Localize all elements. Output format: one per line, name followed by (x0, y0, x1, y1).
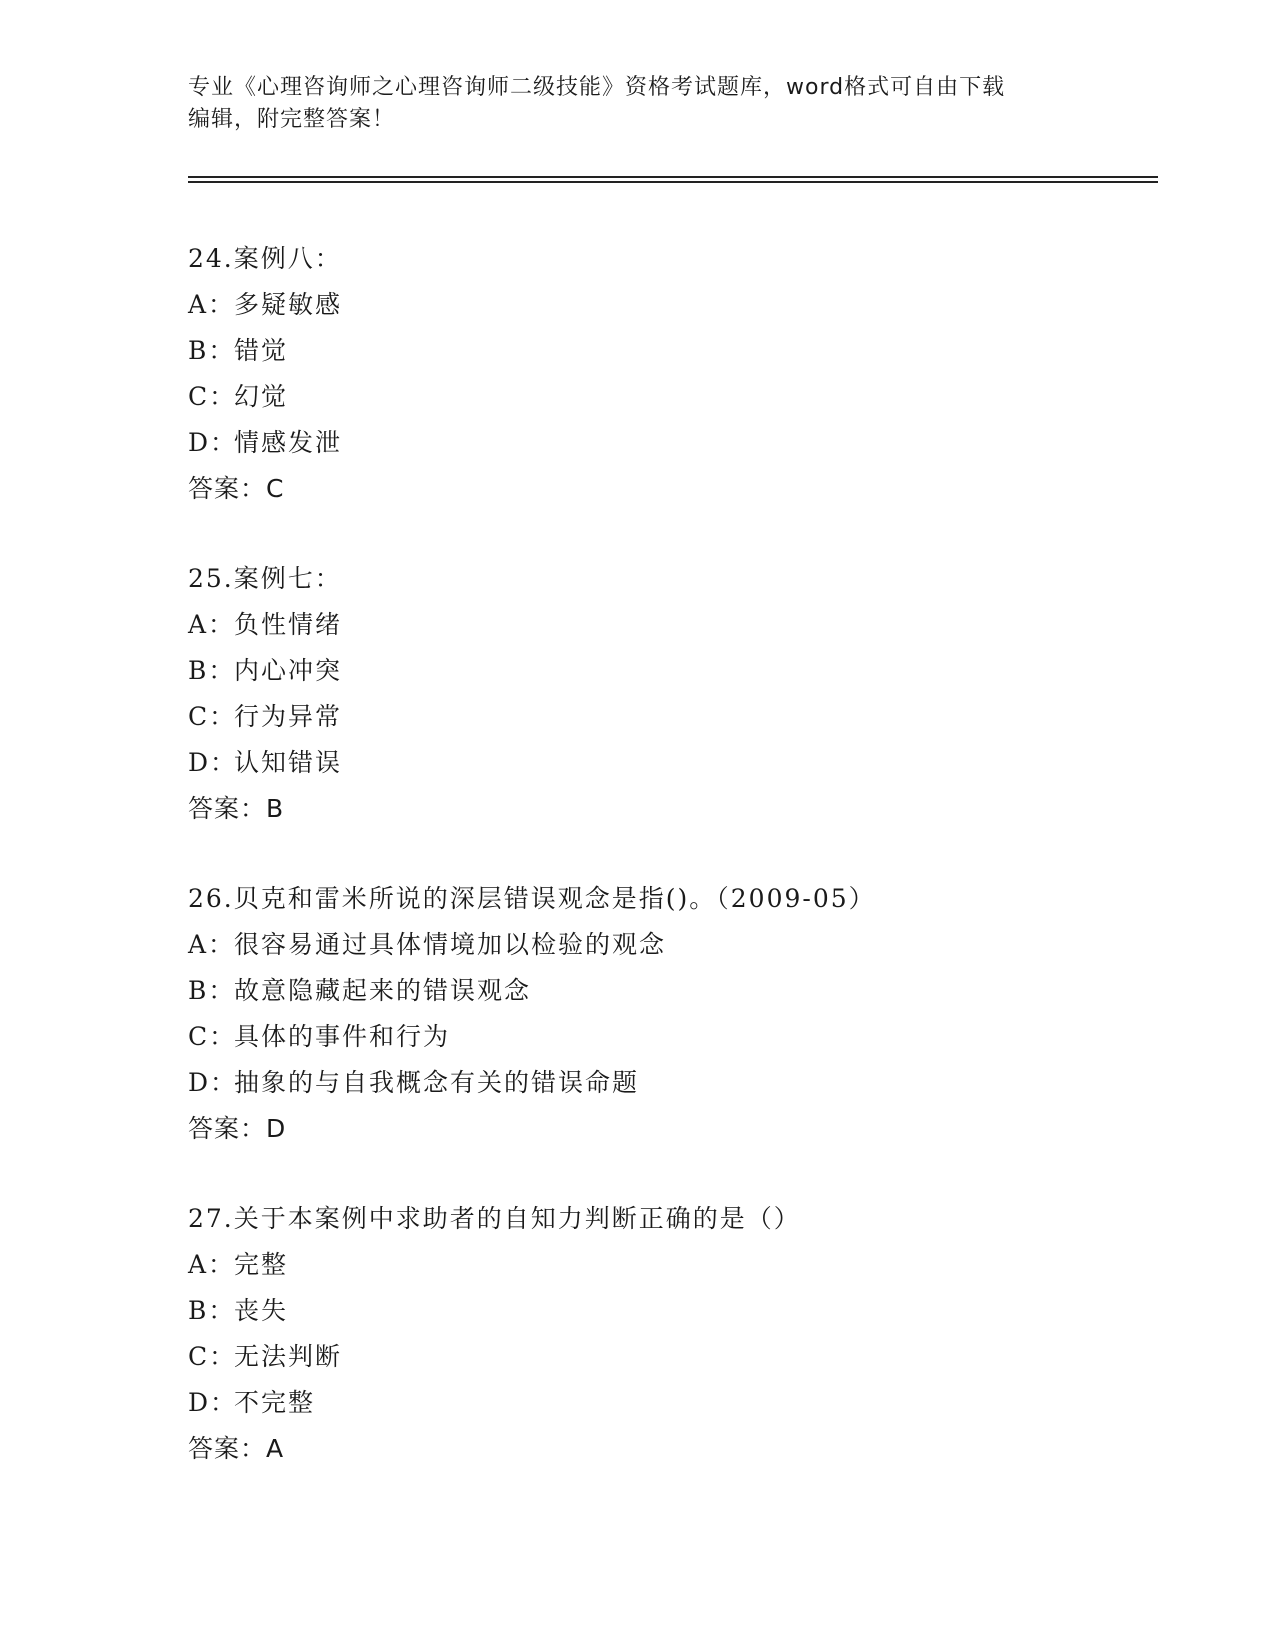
answer-line: 答案：B (188, 794, 285, 823)
option-letter: A： (188, 1250, 236, 1279)
option-text: 认知错误 (234, 748, 343, 777)
option-text: 不完整 (234, 1388, 316, 1417)
option-text: 行为异常 (234, 702, 343, 731)
question-24 (188, 236, 1148, 512)
option-letter: C： (188, 1342, 237, 1371)
option-b (188, 328, 1148, 374)
question-stem: 24.案例八： (188, 244, 342, 273)
option-c (188, 694, 1148, 740)
option-letter: D： (188, 1388, 238, 1417)
header-line-1: 专业《心理咨询师之心理咨询师二级技能》资格考试题库，word格式可自由下载 (188, 75, 1006, 100)
option-letter: C： (188, 1022, 237, 1051)
option-text: 负性情绪 (234, 610, 343, 639)
question-25 (188, 556, 1148, 832)
answer-line: 答案：D (188, 1114, 287, 1143)
option-a (188, 282, 1148, 328)
option-letter: D： (188, 428, 238, 457)
option-text: 无法判断 (234, 1342, 343, 1371)
option-text: 多疑敏感 (234, 290, 343, 319)
option-letter: C： (188, 702, 237, 731)
answer-line: 答案：C (188, 474, 285, 503)
option-c (188, 1334, 1148, 1380)
header-divider-bottom (188, 181, 1158, 183)
option-a (188, 1242, 1148, 1288)
option-d (188, 420, 1148, 466)
option-text: 很容易通过具体情境加以检验的观念 (234, 930, 667, 959)
option-letter: B： (188, 976, 236, 1005)
question-27 (188, 1196, 1148, 1472)
option-text: 情感发泄 (234, 428, 343, 457)
question-stem: 26.贝克和雷米所说的深层错误观念是指()。（2009-05） (188, 884, 876, 913)
option-b (188, 648, 1148, 694)
option-text: 故意隐藏起来的错误观念 (234, 976, 532, 1005)
question-26 (188, 876, 1148, 1152)
option-d (188, 1060, 1148, 1106)
option-c (188, 374, 1148, 420)
option-text: 丧失 (234, 1296, 289, 1325)
option-text: 内心冲突 (234, 656, 343, 685)
option-letter: C： (188, 382, 237, 411)
option-letter: D： (188, 748, 238, 777)
option-text: 完整 (234, 1250, 289, 1279)
option-a (188, 922, 1148, 968)
option-d (188, 1380, 1148, 1426)
question-list (188, 236, 1148, 1516)
header-divider-top (188, 176, 1158, 178)
option-c (188, 1014, 1148, 1060)
header-line-2: 编辑，附完整答案！ (188, 107, 396, 132)
option-letter: A： (188, 610, 236, 639)
option-letter: D： (188, 1068, 238, 1097)
option-b (188, 1288, 1148, 1334)
option-text: 具体的事件和行为 (234, 1022, 451, 1051)
option-letter: B： (188, 656, 236, 685)
option-letter: A： (188, 290, 236, 319)
option-a (188, 602, 1148, 648)
option-text: 错觉 (234, 336, 289, 365)
option-letter: A： (188, 930, 236, 959)
document-header (188, 72, 1088, 136)
option-d (188, 740, 1148, 786)
question-stem: 27.关于本案例中求助者的自知力判断正确的是（） (188, 1204, 801, 1233)
answer-line: 答案：A (188, 1434, 285, 1463)
option-letter: B： (188, 1296, 236, 1325)
question-stem: 25.案例七： (188, 564, 342, 593)
option-text: 抽象的与自我概念有关的错误命题 (234, 1068, 640, 1097)
option-letter: B： (188, 336, 236, 365)
option-b (188, 968, 1148, 1014)
option-text: 幻觉 (234, 382, 289, 411)
